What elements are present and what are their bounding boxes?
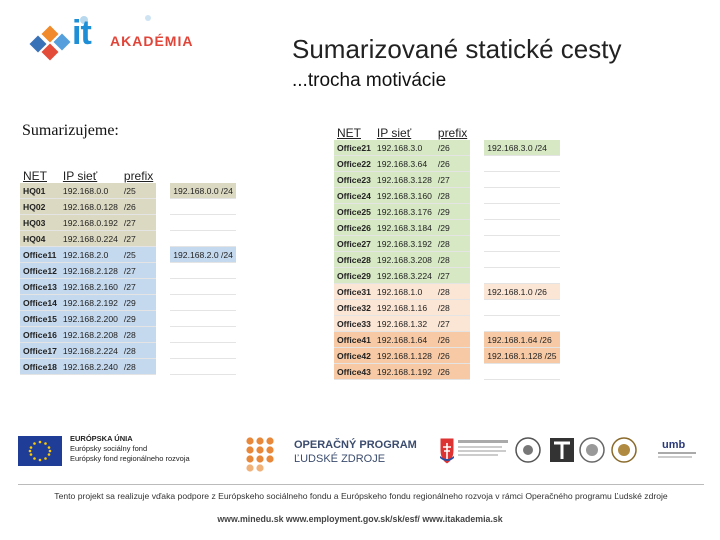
ip-cell: 192.168.2.208 [60,327,121,343]
prefix-cell: /27 [121,279,156,295]
net-cell: Office42 [334,348,374,364]
col-net-header: NET [23,169,47,183]
ip-cell: 192.168.2.224 [60,343,121,359]
ip-cell: 192.168.2.192 [60,295,121,311]
table-row [20,183,236,199]
ip-cell: 192.168.0.224 [60,231,121,247]
prefix-cell: /26 [435,364,470,380]
spacer-cell [470,188,484,204]
summary-cell: 192.168.1.0 /26 [484,284,559,300]
summary-cell [170,359,236,375]
net-cell: Office13 [20,279,60,295]
summary-cell [484,252,559,268]
net-cell: Office15 [20,311,60,327]
prefix-cell: /28 [435,252,470,268]
prefix-cell: /27 [121,263,156,279]
net-cell: Office16 [20,327,60,343]
summary-cell [484,316,559,332]
summary-cell: 192.168.3.0 /24 [484,140,559,156]
prefix-cell: /28 [435,284,470,300]
spacer-cell [156,199,170,215]
table-row [20,327,236,343]
summary-cell [170,231,236,247]
col-summary-header [484,120,559,140]
prefix-cell: /28 [435,300,470,316]
ip-cell: 192.168.3.184 [374,220,435,236]
summary-cell [170,295,236,311]
table-row [334,220,560,236]
ip-cell: 192.168.2.128 [60,263,121,279]
spacer-cell [470,172,484,188]
spacer-cell [470,284,484,300]
prefix-cell: /29 [121,311,156,327]
spacer-cell [156,343,170,359]
spacer-cell [156,263,170,279]
summary-cell [484,220,559,236]
table-header-row [334,120,560,140]
net-cell: Office29 [334,268,374,284]
prefix-cell: /26 [121,199,156,215]
prefix-cell: /25 [121,247,156,263]
summary-cell: 192.168.0.0 /24 [170,183,236,199]
op-program-text: OPERAČNÝ PROGRAM ĽUDSKÉ ZDROJE [294,439,417,465]
svg-text:umb: umb [662,439,686,451]
ip-cell: 192.168.3.64 [374,156,435,172]
ip-cell: 192.168.0.0 [60,183,121,199]
ip-cell: 192.168.3.192 [374,236,435,252]
prefix-cell: /27 [435,172,470,188]
footer-divider [18,484,704,485]
spacer-cell [470,252,484,268]
summary-cell [484,204,559,220]
net-cell: HQ02 [20,199,60,215]
spacer-cell [470,268,484,284]
eu-flag-icon [18,436,62,466]
net-cell: Office25 [334,204,374,220]
prefix-cell: /26 [435,156,470,172]
spacer-cell [156,183,170,199]
summary-cell [170,215,236,231]
spacer-cell [470,348,484,364]
table-row [20,343,236,359]
col-summary-header [170,163,236,183]
table-row [20,199,236,215]
summary-cell [484,364,559,380]
col-prefix-header: prefix [437,126,468,140]
prefix-cell: /25 [121,183,156,199]
spacer-cell [470,364,484,380]
spacer-cell [156,295,170,311]
prefix-cell: /27 [121,231,156,247]
net-cell: Office32 [334,300,374,316]
ip-cell: 192.168.3.176 [374,204,435,220]
slide-subtitle: ...trocha motivácie [292,70,447,91]
table-row [20,295,236,311]
net-cell: Office23 [334,172,374,188]
prefix-cell: /29 [435,204,470,220]
prefix-cell: /26 [435,332,470,348]
net-cell: HQ03 [20,215,60,231]
summary-cell: 192.168.1.128 /25 [484,348,559,364]
summary-cell [170,311,236,327]
ip-cell: 192.168.1.192 [374,364,435,380]
table-row [334,364,560,380]
net-cell: Office27 [334,236,374,252]
ip-cell: 192.168.2.240 [60,359,121,375]
net-cell: Office11 [20,247,60,263]
summary-cell [484,268,559,284]
net-cell: Office24 [334,188,374,204]
net-cell: HQ01 [20,183,60,199]
table-row [334,284,560,300]
footer-links: www.minedu.sk www.employment.gov.sk/sk/esf/ www.itakademia.sk [217,514,503,524]
table-row [20,359,236,375]
summary-cell [170,263,236,279]
summary-cell [484,236,559,252]
col-ip-header: IP sieť [62,169,98,183]
prefix-cell: /28 [435,188,470,204]
logo-akademia-text: AKADÉMIA [110,33,194,49]
spacer-cell [156,231,170,247]
summary-cell: 192.168.2.0 /24 [170,247,236,263]
prefix-cell: /26 [435,348,470,364]
net-cell: Office21 [334,140,374,156]
table-row [334,172,560,188]
net-cell: Office18 [20,359,60,375]
spacer-cell [156,311,170,327]
ip-cell: 192.168.2.200 [60,311,121,327]
table-row [20,279,236,295]
summary-cell [484,172,559,188]
ip-cell: 192.168.1.32 [374,316,435,332]
spacer-cell [470,204,484,220]
net-cell: Office43 [334,364,374,380]
net-cell: Office17 [20,343,60,359]
summary-cell [170,327,236,343]
left-routes-table [20,163,236,375]
ip-cell: 192.168.1.0 [374,284,435,300]
ip-cell: 192.168.3.128 [374,172,435,188]
table-row [334,300,560,316]
summary-cell [484,300,559,316]
prefix-cell: /26 [435,140,470,156]
table-row [334,188,560,204]
op-dots-icon [244,436,286,472]
ip-cell: 192.168.2.0 [60,247,121,263]
ip-cell: 192.168.3.0 [374,140,435,156]
summary-cell: 192.168.1.64 /26 [484,332,559,348]
summary-cell [484,156,559,172]
table-row [334,316,560,332]
ip-cell: 192.168.2.160 [60,279,121,295]
summary-cell [170,199,236,215]
net-cell: Office31 [334,284,374,300]
spacer-cell [470,236,484,252]
prefix-cell: /28 [121,327,156,343]
spacer-cell [156,279,170,295]
col-net-header: NET [337,126,361,140]
net-cell: Office22 [334,156,374,172]
logo-it-text: it [72,14,91,52]
net-cell: Office14 [20,295,60,311]
prefix-cell: /28 [121,343,156,359]
ip-cell: 192.168.3.160 [374,188,435,204]
spacer-cell [470,316,484,332]
ip-cell: 192.168.1.16 [374,300,435,316]
table-row [334,236,560,252]
ip-cell: 192.168.3.224 [374,268,435,284]
prefix-cell: /28 [435,236,470,252]
net-cell: HQ04 [20,231,60,247]
table-row [334,348,560,364]
ip-cell: 192.168.0.128 [60,199,121,215]
table-row [334,156,560,172]
spacer-cell [156,215,170,231]
spacer-cell [156,247,170,263]
table-row [334,204,560,220]
table-row [20,263,236,279]
prefix-cell: /29 [121,295,156,311]
summary-cell [170,343,236,359]
net-cell: Office12 [20,263,60,279]
table-row [20,231,236,247]
ip-cell: 192.168.1.64 [374,332,435,348]
prefix-cell: /27 [435,268,470,284]
table-row [334,332,560,348]
ip-cell: 192.168.0.192 [60,215,121,231]
summary-cell [484,188,559,204]
ip-cell: 192.168.1.128 [374,348,435,364]
funding-note: Tento projekt sa realizuje vďaka podpore z Európskeho sociálneho fondu a Európskeho fondu regionálneho rozvoja v rámci Operačného programu Ľudské zdroje [54,491,668,501]
partner-logos-icon [436,434,714,468]
table-row [20,311,236,327]
lead-text: Sumarizujeme: [22,122,119,139]
summary-cell [170,279,236,295]
net-cell: Office28 [334,252,374,268]
prefix-cell: /29 [435,220,470,236]
spacer-cell [156,327,170,343]
prefix-cell: /27 [121,215,156,231]
spacer-cell [470,300,484,316]
eu-text: EURÓPSKA ÚNIA Európsky sociálny fond Európsky fond regionálneho rozvoja [70,434,190,463]
table-row [20,247,236,263]
table-header-row [20,163,236,183]
net-cell: Office41 [334,332,374,348]
prefix-cell: /27 [435,316,470,332]
spacer-cell [470,140,484,156]
spacer-cell [470,156,484,172]
right-routes-table [334,120,560,380]
net-cell: Office26 [334,220,374,236]
spacer-cell [156,359,170,375]
slide-title: Sumarizované statické cesty [292,34,622,64]
prefix-cell: /28 [121,359,156,375]
spacer-cell [470,332,484,348]
table-row [334,268,560,284]
table-row [334,252,560,268]
table-row [334,140,560,156]
col-prefix-header: prefix [123,169,154,183]
table-row [20,215,236,231]
net-cell: Office33 [334,316,374,332]
spacer-cell [470,220,484,236]
col-ip-header: IP sieť [376,126,412,140]
ip-cell: 192.168.3.208 [374,252,435,268]
